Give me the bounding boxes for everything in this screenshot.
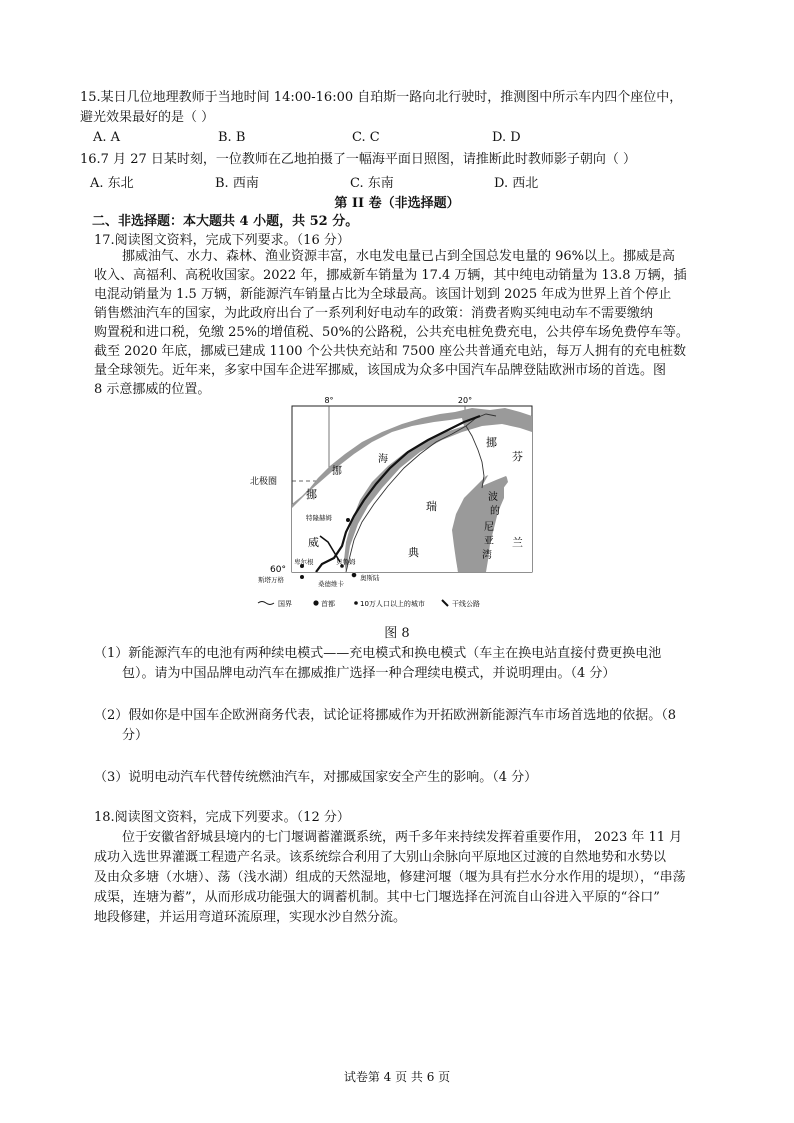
lon-label-8: 8° (324, 396, 334, 405)
section-heading: 二、非选择题：本大题共 4 小题，共 52 分。 (92, 214, 359, 229)
q18-para-line: 成功入选世界灌溉工程遗产名录。该系统综合利用了大别山余脉向平原地区过渡的自然地势和水势以 (94, 850, 667, 865)
map-label-finland-2: 兰 (512, 536, 523, 549)
city-dot-stavanger (300, 575, 304, 579)
q16-stem: 16.7 月 27 日某时刻，一位教师在乙地拍摄了一幅海平面日照图，请推断此时教师影子朝向（ ） (80, 152, 637, 167)
q18-para-line: 位于安徽省舒城县境内的七门堰调蓄灌溉系统，两千多年来持续发挥着重要作用， 2023 年 11 月 (122, 830, 683, 845)
q17-para-line: 电混动销量为 1.5 万辆，新能源汽车销量占比为全球最高。该国计划到 2025 年成为世界上首个停止 (94, 287, 672, 302)
map-label-bothnia-5: 湾 (482, 550, 492, 561)
q17-sub2-line2: 分） (122, 728, 149, 743)
legend-border: 国界 (278, 600, 292, 608)
q18-intro: 18.阅读图文资料，完成下列要求。（12 分） (94, 810, 350, 825)
q17-para-line: 购置税和进口税，免缴 25%的增值税、50%的公路税，公共充电桩免费充电，公共停车场免费停车等。 (94, 325, 689, 340)
q17-para-line: 量全球领先。近年来，多家中国车企进军挪威，该国成为众多中国汽车品牌登陆欧洲市场的首选。图 (94, 363, 667, 378)
page-footer: 试卷第 4 页 共 6 页 (343, 1070, 451, 1084)
q17-sub3: （3）说明电动汽车代替传统燃油汽车，对挪威国家安全产生的影响。（4 分） (94, 770, 538, 785)
map-label-norway-north: 挪 (486, 436, 497, 449)
map-label-wei-sea: 威 (340, 470, 350, 481)
q15-stem-line1: 15.某日几位地理教师于当地时间 14:00-16:00 自珀斯一路向北行驶时，推测图中所示车内四个座位中， (80, 90, 683, 105)
legend-highway-symbol (442, 600, 448, 606)
legend-border-symbol (258, 602, 274, 605)
q15-option-c: C. C (352, 130, 380, 145)
map-label-hai: 海 (378, 454, 388, 465)
q18-para-line: 地段修建，并运用弯道环流原理，实现水沙自然分流。 (94, 910, 407, 925)
q16-option-c: C. 东南 (350, 176, 394, 191)
map-label-finland-1: 芬 (512, 450, 523, 463)
map-label-norway-2: 威 (308, 536, 319, 549)
legend-capital: 首都 (321, 600, 335, 608)
q18-para-line: 成渠，连塘为蓄”，从而形成功能强大的调蓄机制。其中七门堰选择在河流自山谷进入平原的“谷口” (94, 890, 660, 905)
legend-city-symbol (354, 601, 358, 605)
city-sandvika: 桑德维卡 (318, 580, 344, 588)
city-baerum: 贝鲁姆 (336, 558, 356, 566)
city-dot-oslo (351, 572, 356, 577)
section-title: 第 II 卷（非选择题） (334, 196, 460, 211)
q17-sub1-line1: （1）新能源汽车的电池有两种续电模式——充电模式和换电模式（车主在换电站直接付费更换电池 (94, 646, 662, 661)
figure-caption: 图 8 (384, 626, 410, 641)
q15-option-b: B. B (218, 130, 246, 145)
city-bergen: 卑尔根 (294, 558, 314, 566)
map-label-sweden-1: 瑞 (426, 500, 437, 513)
q15-option-a: A. A (93, 130, 121, 145)
lat-label-arctic-circle: 北极圈 (250, 477, 278, 487)
map-label-bothnia-4: 亚 (484, 536, 494, 547)
q15-stem-line2: 避光效果最好的是（ ） (80, 110, 215, 125)
map-label-sweden-2: 典 (408, 546, 419, 559)
q17-para-line: 销售燃油汽车的国家，为此政府出台了一系列利好电动车的政策：消费者购买纯电动车不需要缴纳 (94, 306, 654, 321)
q17-para-line: 截至 2020 年底，挪威已建成 1100 个公共快充站和 7500 座公共普通充电站，每万人拥有的充电桩数 (94, 344, 687, 359)
lat-label-60: 60° (270, 565, 286, 575)
q17-para-line: 8 示意挪威的位置。 (94, 382, 211, 397)
city-dot-trondheim (346, 518, 350, 522)
city-oslo: 奥斯陆 (360, 574, 380, 582)
q17-para-line: 收入、高福利、高税收国家。2022 年，挪威新车销量为 17.4 万辆，其中纯电动销量为 13.8 万辆，插 (94, 268, 687, 283)
q17-sub1-line2: 包）。请为中国品牌电动汽车在挪威推广选择一种合理续电模式，并说明理由。（4 分） (122, 666, 616, 681)
q16-option-b: B. 西南 (215, 176, 259, 191)
q16-option-a: A. 东北 (90, 176, 134, 191)
map-label-bothnia-1: 波 (488, 492, 498, 503)
q18-para-line: 及由众多塘（水塘）、荡（浅水湖）组成的天然湿地，修建河堰（堰为具有拦水分水作用的堤坝），“串荡 (94, 870, 686, 885)
legend-city: 10万人口以上的城市 (360, 600, 425, 608)
legend-highway: 干线公路 (452, 600, 480, 608)
q17-intro: 17.阅读图文资料，完成下列要求。（16 分） (94, 233, 350, 248)
q15-option-d: D. D (492, 130, 521, 145)
map-label-bothnia-2: 的 (490, 506, 500, 517)
city-trondheim: 特隆赫姆 (306, 514, 332, 522)
city-stavanger: 斯塔万格 (258, 576, 284, 584)
lon-label-20: 20° (457, 396, 473, 405)
q17-para-line: 挪威油气、水力、森林、渔业资源丰富，水电发电量已占到全国总发电量的 96%以上。挪威是高 (122, 249, 676, 264)
map-label-nuo: 挪 (332, 466, 342, 477)
q17-sub2-line1: （2）假如你是中国车企欧洲商务代表，试论证将挪威作为开拓欧洲新能源汽车市场首选地的依据。（8 (94, 708, 677, 723)
map-label-norway-1: 挪 (306, 488, 317, 501)
map-label-bothnia-3: 尼 (484, 522, 494, 533)
q16-option-d: D. 西北 (494, 176, 539, 191)
legend-capital-symbol (313, 600, 318, 605)
